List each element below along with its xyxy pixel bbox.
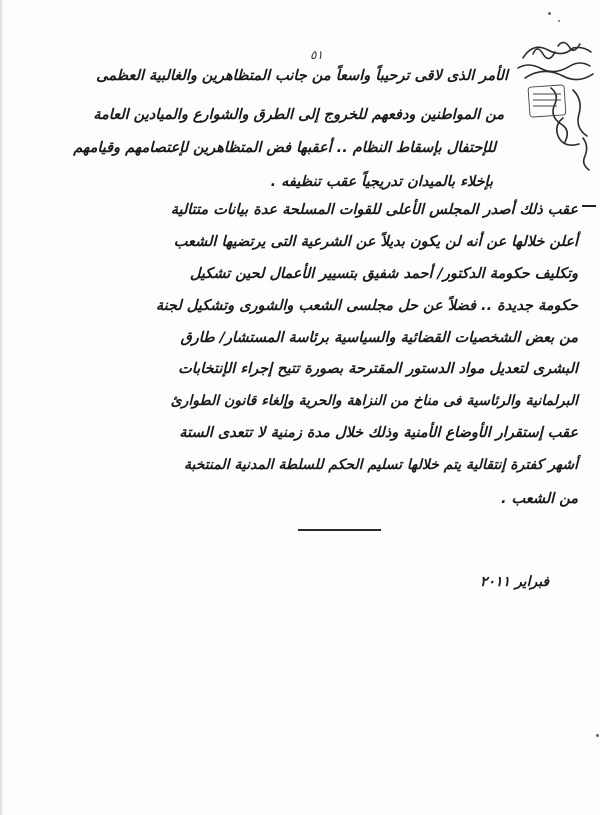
text-line: بإخلاء بالميدان تدريجياً عقب تنظيفه . (270, 174, 493, 190)
handwritten-signature-stamp (503, 28, 598, 178)
text-line: للإحتفال بإسقاط النظام .. أعقبها فض المتظاهرين لإعتصامهم وقيامهم (73, 140, 496, 156)
text-line: وتكليف حكومة الدكتور/ أحمد شفيق بتسيير الأعمال لحين تشكيل (189, 266, 578, 282)
text-line: أعلن خلالها عن أنه لن يكون بديلاً عن الشرعية التى يرتضيها الشعب (173, 234, 578, 250)
scan-speck (596, 734, 599, 737)
scan-speck (558, 20, 560, 22)
document-date: فبراير ٢٠١١ (480, 574, 550, 590)
text-line: الأمر الذى لاقى ترحيباً واسعاً من جانب المتظاهرين والغالبية العظمى (96, 68, 508, 84)
scan-edge-shadow (0, 0, 3, 815)
text-line: من بعض الشخصيات القضائية والسياسية برئاسة المستشار/ طارق (180, 330, 578, 346)
text-line: حكومة جديدة .. فضلاً عن حل مجلسى الشعب والشورى وتشكيل لجنة (155, 298, 578, 314)
page-number: ٥١ (310, 48, 323, 62)
text-line: عقب إستقرار الأوضاع الأمنية وذلك خلال مدة زمنية لا تتعدى الستة (179, 425, 578, 441)
text-line: البرلمانية والرئاسية فى مناخ من النزاهة والحرية وإلغاء قانون الطوارئ (170, 393, 578, 409)
text-line: عقب ذلك أصدر المجلس الأعلى للقوات المسلحة عدة بيانات متتالية (170, 202, 578, 218)
text-line: أشهر كفترة إنتقالية يتم خلالها تسليم الحكم للسلطة المدنية المنتخبة (184, 457, 578, 473)
section-divider (298, 529, 381, 531)
text-line: من المواطنين ودفعهم للخروج إلى الطرق والشوارع والميادين العامة (93, 107, 504, 123)
text-line: البشرى لتعديل مواد الدستور المقترحة بصورة تتيح إجراء الإنتخابات (178, 361, 578, 377)
scan-speck (548, 12, 551, 15)
text-line: من الشعب . (500, 491, 578, 507)
bullet-dash (582, 205, 596, 207)
